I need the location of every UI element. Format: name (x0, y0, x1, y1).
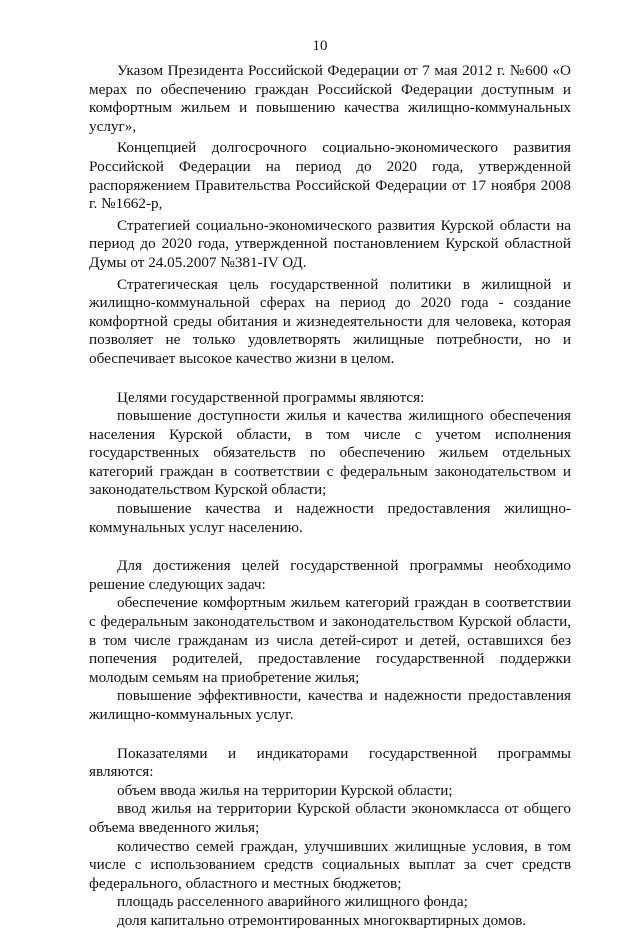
indicator-item: площадь расселенного аварийного жилищного фонда; (117, 893, 468, 911)
goals-heading: Целями государственной программы являются: (117, 388, 425, 406)
indicator-item: доля капитально отремонтированных многоквартирных домов. (117, 911, 527, 929)
task-item: повышение эффективности, качества и надежности предоставления жилищно-коммунальных услуг. (89, 687, 571, 723)
strategy-reference-paragraph: Стратегией социально-экономического развития Курской области на период до 2020 года, утвержденной постановлением Курской областной Думы от 24.05.2007 №381-IV ОД. (89, 216, 571, 271)
goal-item: повышение доступности жилья и качества жилищного обеспечения населения Курской области, в том числе с учетом исполнения государственных обязательств по обеспечению жильем отдельных категорий граждан в соответствии с федеральным законодательством и законодательством Курской области; (89, 407, 571, 499)
task-item: обеспечение комфортным жильем категорий граждан в соответствии с федеральным законодательством и законодательством Курской области, в том числе гражданам из числа детей-сирот и детей, оставшихся без попечения родителей, предоставление государственной поддержки молодым семьям на приобретение жилья; (89, 594, 571, 686)
document-body (89, 62, 571, 931)
page-number: 10 (312, 38, 328, 54)
indicator-item: ввод жилья на территории Курской области экономкласса от общего объема введенного жилья; (89, 800, 571, 836)
strategic-goal-paragraph: Стратегическая цель государственной политики в жилищной и жилищно-коммунальной сферах на период до 2020 года - создание комфортной среды обитания и жизнедеятельности для человека, которая позволяет не только удовлетворять жилищные потребности, но и обеспечивает высокое качество жизни в целом. (89, 275, 571, 367)
tasks-heading: Для достижения целей государственной программы необходимо решение следующих задач: (89, 557, 571, 593)
indicator-item: количество семей граждан, улучшивших жилищные условия, в том числе с использованием средств социальных выплат за счет средств федерального, областного и местных бюджетов; (89, 837, 571, 892)
indicators-heading: Показателями и индикаторами государственной программы являются: (89, 744, 571, 781)
decree-reference-paragraph: Указом Президента Российской Федерации от 7 мая 2012 г. №600 «О мерах по обеспечению граждан Российской Федерации доступным и комфортным жильем и повышению качества жилищно-коммунальных услуг», (89, 62, 571, 135)
concept-reference-paragraph: Концепцией долгосрочного социально-экономического развития Российской Федерации на период до 2020 года, утвержденной распоряжением Правительства Российской Федерации от 17 ноября 2008 г. №1662-р, (89, 139, 571, 213)
goal-item: повышение качества и надежности предоставления жилищно-коммунальных услуг населению. (89, 500, 571, 536)
indicator-item: объем ввода жилья на территории Курской области; (117, 781, 453, 799)
